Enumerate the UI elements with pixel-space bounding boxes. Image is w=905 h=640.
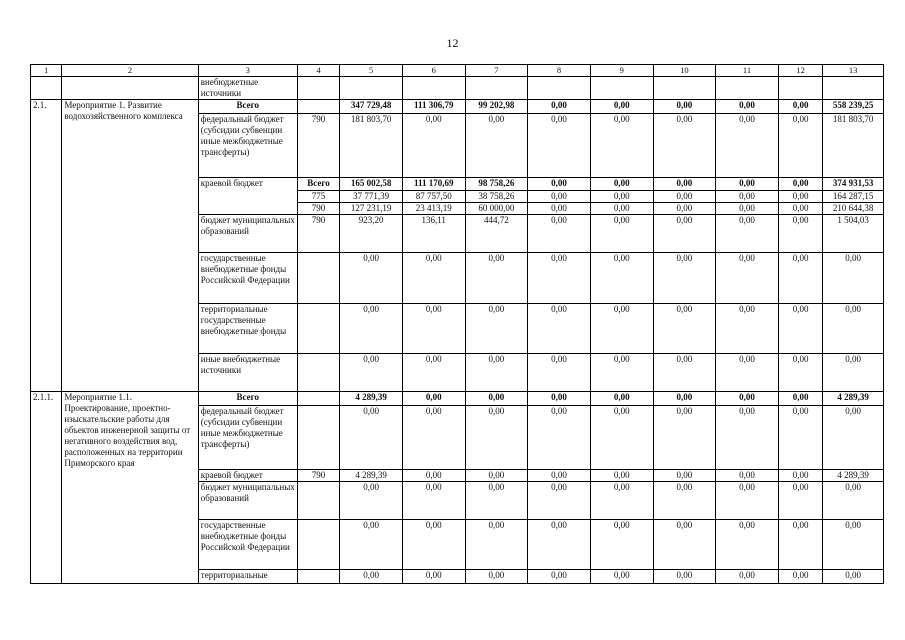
value-cell: 4 289,39 xyxy=(823,392,884,406)
value-cell: 0,00 xyxy=(590,520,653,570)
kbk-cell: Всего xyxy=(297,178,339,191)
value-cell: 0,00 xyxy=(823,482,884,520)
value-cell: 0,00 xyxy=(528,354,591,392)
table-row xyxy=(31,77,884,100)
value-cell: 0,00 xyxy=(340,253,403,304)
value-cell: 0,00 xyxy=(778,191,822,203)
funding-source: федеральный бюджет (субсидии субвенции иные межбюджетные трансферты) xyxy=(198,114,297,178)
kbk-cell: 790 xyxy=(297,215,339,253)
funding-source: федеральный бюджет (субсидии субвенции иные межбюджетные трансферты) xyxy=(198,406,297,470)
value-cell: 0,00 xyxy=(716,253,779,304)
value-cell: 0,00 xyxy=(590,178,653,191)
funding-source: государственные внебюджетные фонды Российской Федерации xyxy=(198,520,297,570)
value-cell: 0,00 xyxy=(653,470,716,482)
value-cell: 0,00 xyxy=(653,406,716,470)
value-cell: 0,00 xyxy=(465,470,528,482)
value-cell: 0,00 xyxy=(402,470,465,482)
value-cell: 0,00 xyxy=(402,304,465,354)
value-cell: 0,00 xyxy=(402,354,465,392)
value-cell: 181 803,70 xyxy=(823,114,884,178)
measure-name: Мероприятие 1. Развитие водохозяйственного комплекса xyxy=(62,100,198,392)
value-cell: 0,00 xyxy=(340,304,403,354)
value-cell: 0,00 xyxy=(590,354,653,392)
col-header: 7 xyxy=(465,65,528,77)
funding-source: краевой бюджет xyxy=(198,470,297,482)
value-cell: 0,00 xyxy=(778,354,822,392)
value-cell: 0,00 xyxy=(528,100,591,114)
value-cell: 0,00 xyxy=(716,392,779,406)
value-cell: 0,00 xyxy=(590,203,653,215)
value-cell: 0,00 xyxy=(778,470,822,482)
value-cell: 0,00 xyxy=(823,354,884,392)
value-cell: 0,00 xyxy=(465,354,528,392)
funding-source: территориальные xyxy=(198,570,297,584)
value-cell: 0,00 xyxy=(653,191,716,203)
value-cell: 210 644,38 xyxy=(823,203,884,215)
funding-source: Всего xyxy=(198,100,297,114)
col-header: 1 xyxy=(31,65,62,77)
value-cell: 0,00 xyxy=(778,392,822,406)
value-cell: 0,00 xyxy=(590,100,653,114)
value-cell: 0,00 xyxy=(402,482,465,520)
value-cell: 0,00 xyxy=(590,482,653,520)
col-header: 6 xyxy=(402,65,465,77)
col-header: 11 xyxy=(716,65,779,77)
value-cell: 0,00 xyxy=(402,520,465,570)
value-cell: 0,00 xyxy=(823,406,884,470)
value-cell: 111 170,69 xyxy=(402,178,465,191)
value-cell: 38 758,26 xyxy=(465,191,528,203)
value-cell: 0,00 xyxy=(716,114,779,178)
funding-source: иные внебюджетные источники xyxy=(198,354,297,392)
value-cell: 0,00 xyxy=(716,178,779,191)
value-cell: 60 000,00 xyxy=(465,203,528,215)
value-cell: 0,00 xyxy=(402,392,465,406)
value-cell: 0,00 xyxy=(528,482,591,520)
value-cell: 165 002,58 xyxy=(340,178,403,191)
value-cell: 0,00 xyxy=(340,482,403,520)
value-cell: 111 306,79 xyxy=(402,100,465,114)
measure-code: 2.1.1. xyxy=(31,392,62,584)
value-cell: 0,00 xyxy=(823,570,884,584)
value-cell: 99 202,98 xyxy=(465,100,528,114)
page-number: 12 xyxy=(446,36,459,50)
value-cell: 0,00 xyxy=(340,354,403,392)
value-cell: 0,00 xyxy=(653,253,716,304)
value-cell: 0,00 xyxy=(653,304,716,354)
value-cell: 0,00 xyxy=(465,253,528,304)
value-cell: 0,00 xyxy=(716,304,779,354)
value-cell: 0,00 xyxy=(716,100,779,114)
value-cell: 0,00 xyxy=(528,114,591,178)
value-cell: 0,00 xyxy=(653,100,716,114)
col-header: 9 xyxy=(590,65,653,77)
value-cell: 347 729,48 xyxy=(340,100,403,114)
table-row xyxy=(31,100,884,114)
value-cell: 0,00 xyxy=(716,406,779,470)
value-cell: 0,00 xyxy=(778,520,822,570)
value-cell: 0,00 xyxy=(465,570,528,584)
value-cell: 0,00 xyxy=(465,114,528,178)
value-cell: 23 413,19 xyxy=(402,203,465,215)
value-cell: 0,00 xyxy=(778,203,822,215)
value-cell: 558 239,25 xyxy=(823,100,884,114)
col-header: 4 xyxy=(297,65,339,77)
value-cell: 0,00 xyxy=(590,191,653,203)
value-cell: 0,00 xyxy=(653,178,716,191)
budget-table xyxy=(30,64,884,584)
value-cell: 0,00 xyxy=(528,470,591,482)
value-cell: 0,00 xyxy=(778,482,822,520)
value-cell: 0,00 xyxy=(465,406,528,470)
value-cell: 4 289,39 xyxy=(823,470,884,482)
funding-source: территориальные государственные внебюджетные фонды xyxy=(198,304,297,354)
funding-source: бюджет муниципальных образований xyxy=(198,482,297,520)
funding-source: краевой бюджет xyxy=(198,178,297,215)
value-cell: 0,00 xyxy=(402,114,465,178)
value-cell: 0,00 xyxy=(465,392,528,406)
value-cell: 374 931,53 xyxy=(823,178,884,191)
value-cell: 0,00 xyxy=(402,406,465,470)
value-cell: 0,00 xyxy=(590,215,653,253)
value-cell: 164 287,15 xyxy=(823,191,884,203)
value-cell: 0,00 xyxy=(528,215,591,253)
value-cell: 0,00 xyxy=(653,114,716,178)
value-cell: 0,00 xyxy=(590,570,653,584)
value-cell: 0,00 xyxy=(716,203,779,215)
value-cell: 444,72 xyxy=(465,215,528,253)
value-cell: 0,00 xyxy=(590,406,653,470)
col-header: 10 xyxy=(653,65,716,77)
col-header: 3 xyxy=(198,65,297,77)
funding-source: государственные внебюджетные фонды Российской Федерации xyxy=(198,253,297,304)
measure-code: 2.1. xyxy=(31,100,62,392)
value-cell: 0,00 xyxy=(778,178,822,191)
value-cell: 0,00 xyxy=(590,253,653,304)
col-header: 2 xyxy=(62,65,198,77)
value-cell: 0,00 xyxy=(716,215,779,253)
kbk-cell: 775 xyxy=(297,191,339,203)
value-cell: 4 289,39 xyxy=(340,470,403,482)
value-cell: 0,00 xyxy=(340,520,403,570)
value-cell: 0,00 xyxy=(823,304,884,354)
value-cell: 37 771,39 xyxy=(340,191,403,203)
col-header: 12 xyxy=(778,65,822,77)
kbk-cell: 790 xyxy=(297,114,339,178)
value-cell: 0,00 xyxy=(528,570,591,584)
value-cell: 0,00 xyxy=(653,392,716,406)
value-cell: 0,00 xyxy=(465,304,528,354)
funding-source: внебюджетные источники xyxy=(198,77,297,100)
value-cell: 0,00 xyxy=(716,191,779,203)
value-cell: 0,00 xyxy=(778,253,822,304)
value-cell: 0,00 xyxy=(716,570,779,584)
col-header: 8 xyxy=(528,65,591,77)
value-cell: 0,00 xyxy=(653,215,716,253)
value-cell: 0,00 xyxy=(340,570,403,584)
value-cell: 0,00 xyxy=(716,482,779,520)
value-cell: 181 803,70 xyxy=(340,114,403,178)
kbk-cell: 790 xyxy=(297,203,339,215)
value-cell: 0,00 xyxy=(590,304,653,354)
value-cell: 0,00 xyxy=(778,304,822,354)
value-cell: 0,00 xyxy=(716,520,779,570)
value-cell: 0,00 xyxy=(528,253,591,304)
value-cell: 0,00 xyxy=(402,570,465,584)
value-cell: 923,20 xyxy=(340,215,403,253)
value-cell: 0,00 xyxy=(778,100,822,114)
col-header: 13 xyxy=(823,65,884,77)
value-cell: 0,00 xyxy=(528,392,591,406)
funding-source: бюджет муниципальных образований xyxy=(198,215,297,253)
value-cell: 0,00 xyxy=(528,178,591,191)
value-cell: 0,00 xyxy=(528,304,591,354)
value-cell: 0,00 xyxy=(653,570,716,584)
value-cell: 0,00 xyxy=(653,520,716,570)
value-cell: 136,11 xyxy=(402,215,465,253)
value-cell: 0,00 xyxy=(528,520,591,570)
measure-name: Мероприятие 1.1. Проектирование, проектно-изыскательские работы для объектов инженерной защиты от негативного воздействия вод, расположенных на территории Приморского края xyxy=(62,392,198,584)
col-header: 5 xyxy=(340,65,403,77)
value-cell: 0,00 xyxy=(653,354,716,392)
value-cell: 98 758,26 xyxy=(465,178,528,191)
value-cell: 0,00 xyxy=(778,570,822,584)
table-row xyxy=(31,392,884,406)
value-cell: 0,00 xyxy=(402,253,465,304)
funding-source: Всего xyxy=(198,392,297,406)
value-cell: 87 757,50 xyxy=(402,191,465,203)
value-cell: 0,00 xyxy=(778,215,822,253)
value-cell: 0,00 xyxy=(778,406,822,470)
value-cell: 0,00 xyxy=(778,114,822,178)
column-number-row xyxy=(31,65,884,77)
value-cell: 0,00 xyxy=(590,392,653,406)
value-cell: 0,00 xyxy=(823,520,884,570)
value-cell: 0,00 xyxy=(653,482,716,520)
value-cell: 0,00 xyxy=(465,482,528,520)
value-cell: 0,00 xyxy=(716,354,779,392)
value-cell: 0,00 xyxy=(528,406,591,470)
value-cell: 1 504,03 xyxy=(823,215,884,253)
kbk-cell: 790 xyxy=(297,470,339,482)
value-cell: 0,00 xyxy=(340,406,403,470)
value-cell: 0,00 xyxy=(590,114,653,178)
value-cell: 0,00 xyxy=(528,203,591,215)
value-cell: 0,00 xyxy=(590,470,653,482)
value-cell: 4 289,39 xyxy=(340,392,403,406)
value-cell: 0,00 xyxy=(716,470,779,482)
value-cell: 0,00 xyxy=(465,520,528,570)
value-cell: 127 231,19 xyxy=(340,203,403,215)
value-cell: 0,00 xyxy=(653,203,716,215)
value-cell: 0,00 xyxy=(823,253,884,304)
value-cell: 0,00 xyxy=(528,191,591,203)
